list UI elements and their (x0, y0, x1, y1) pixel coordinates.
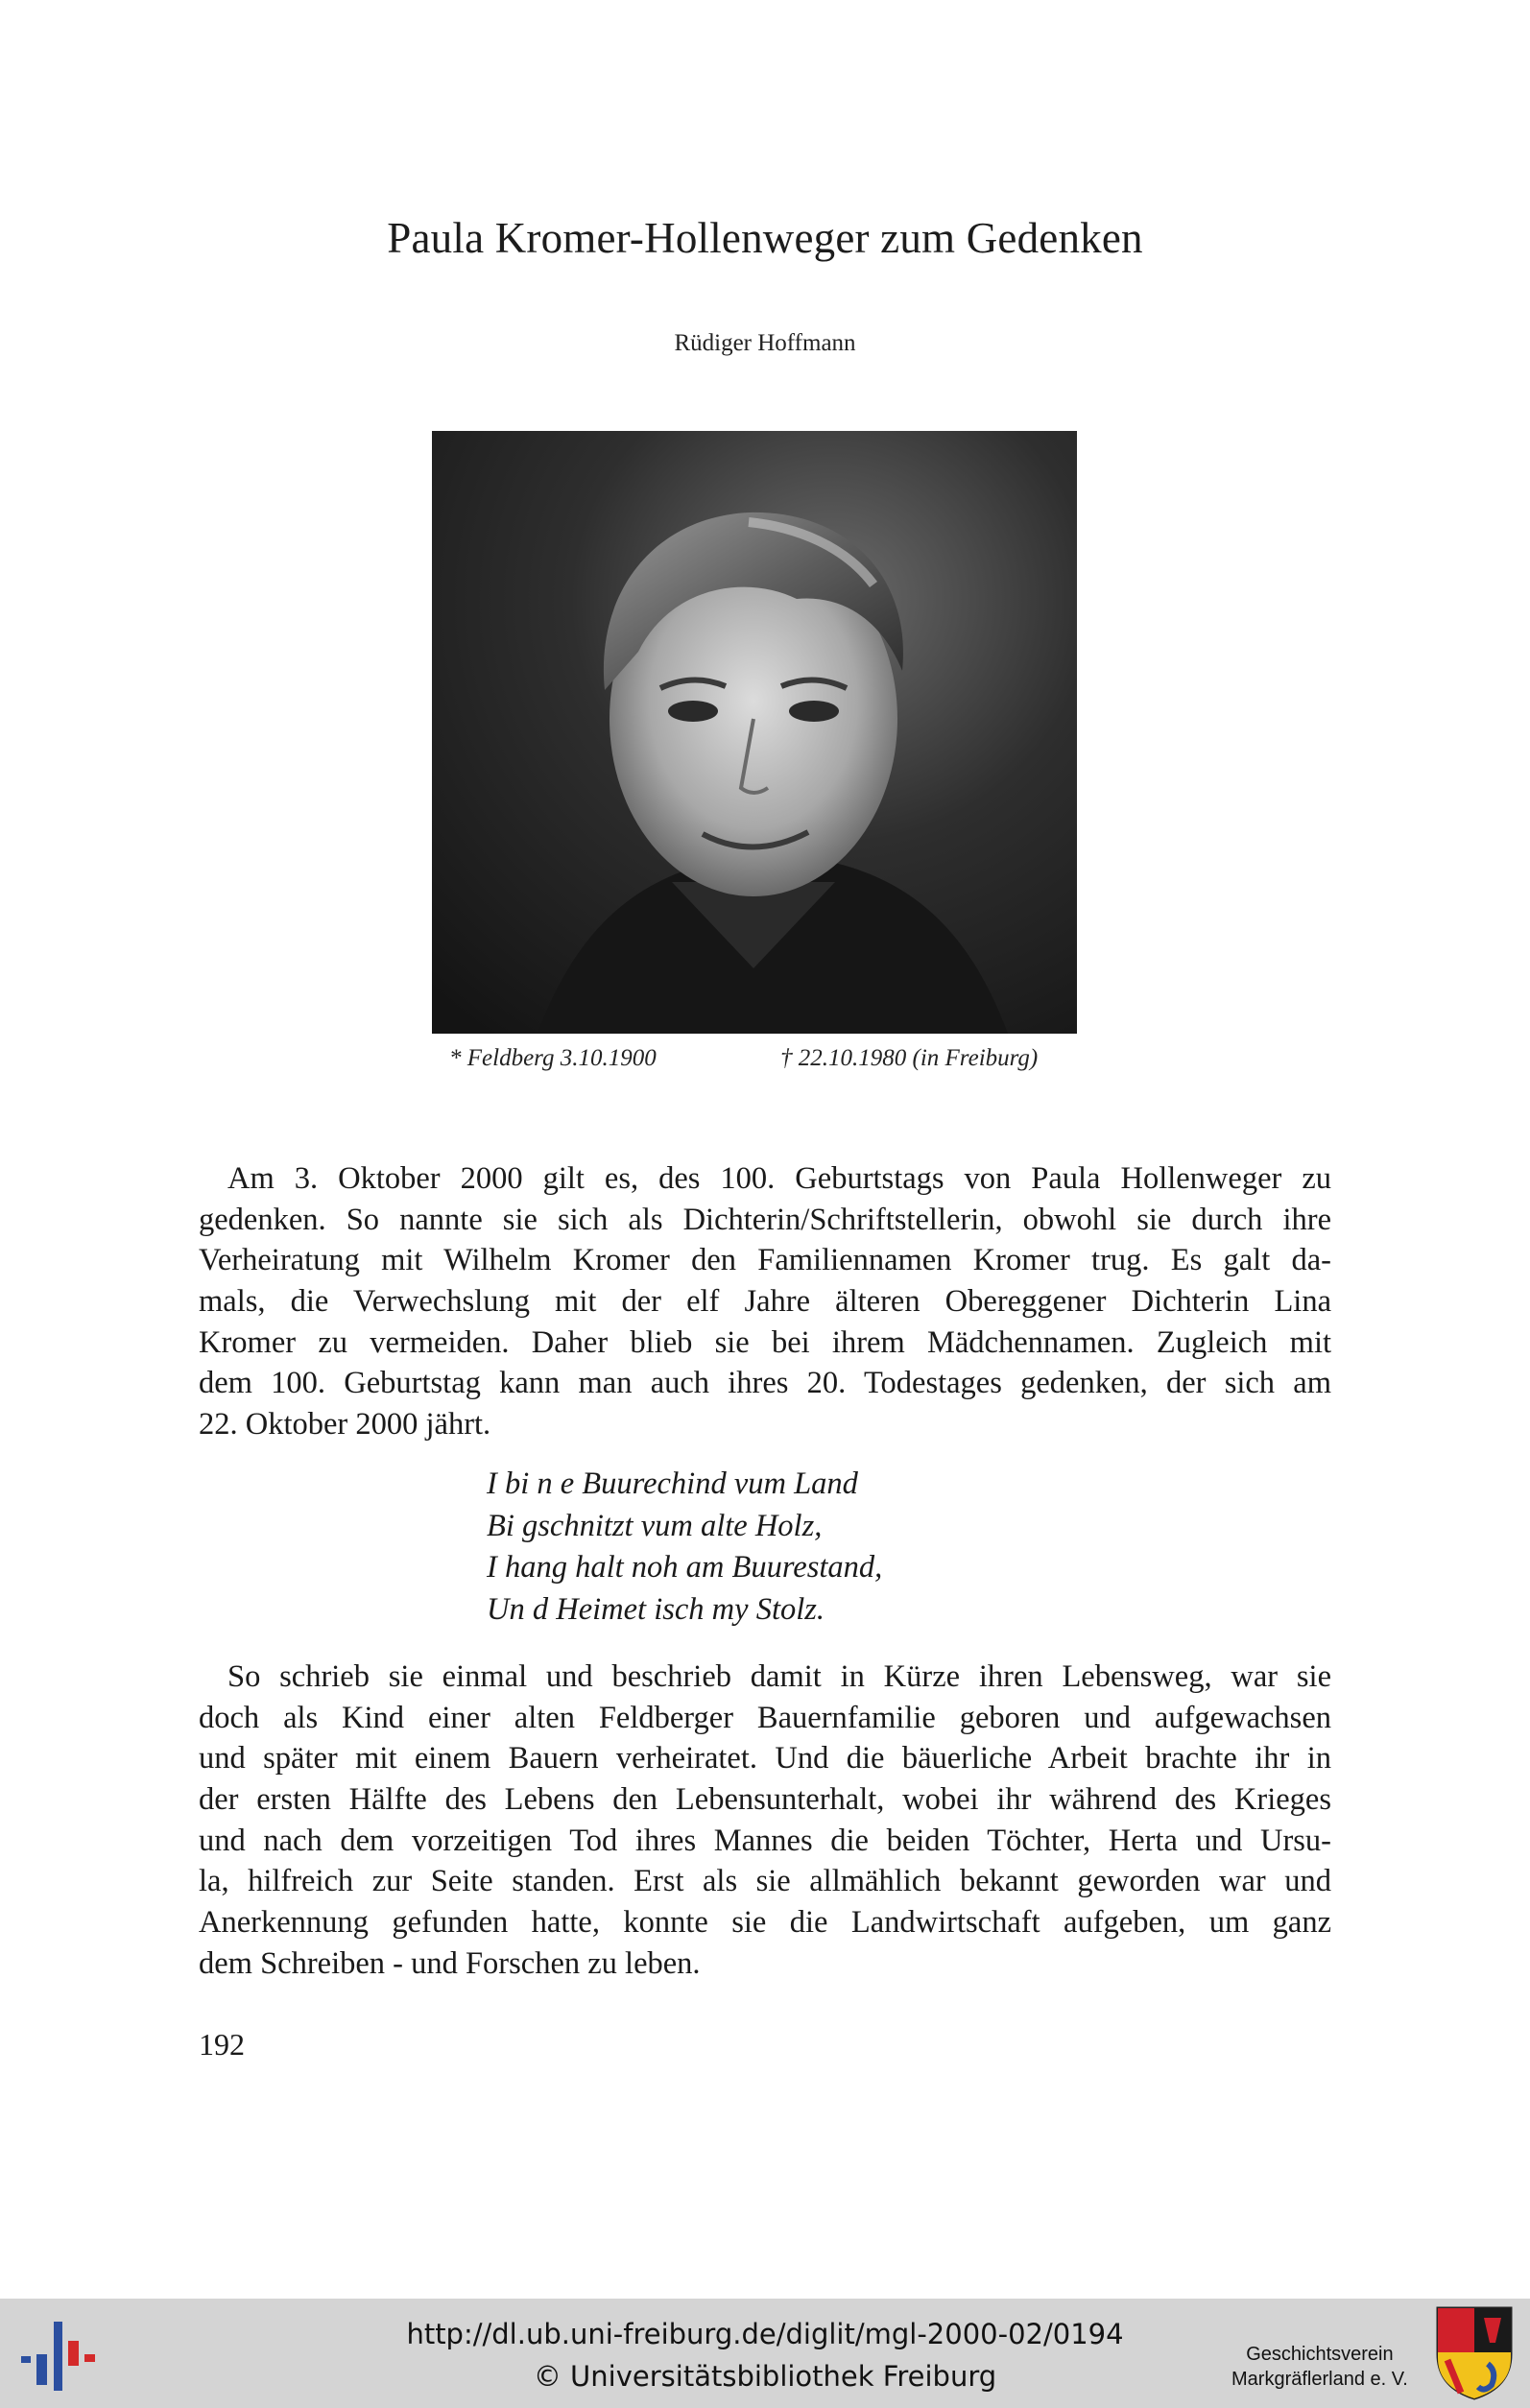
text-line: la, hilfreich zur Seite standen. Erst als sie allmählich bekannt geworden war und (199, 1864, 1331, 1899)
photo-caption-birth: * Feldberg 3.10.1900 (449, 1045, 657, 1071)
text-line: mals, die Verwechslung mit der elf Jahre älteren Obereggener Dichterin Lina (199, 1284, 1331, 1320)
portrait-photo (432, 431, 1077, 1034)
page-number: 192 (199, 2027, 245, 2062)
text-line: Kromer zu vermeiden. Daher blieb sie bei ihrem Mädchennamen. Zugleich mit (199, 1324, 1331, 1360)
society-name-line: Markgräflerland e. V. (1231, 2369, 1408, 2390)
text-line: dem 100. Geburtstag kann man auch ihres 20. Todestages gedenken, der sich am (199, 1366, 1331, 1401)
text-line: So schrieb sie einmal und beschrieb damit in Kürze ihren Lebensweg, war sie (227, 1659, 1331, 1694)
society-name (1231, 2342, 1408, 2392)
society-name-line: Geschichtsverein (1246, 2344, 1394, 2365)
article-title: Paula Kromer-Hollenweger zum Gedenken (387, 214, 1143, 262)
poem-stanza (487, 1464, 882, 1631)
copyright-notice: © Universitätsbibliothek Freiburg (533, 2360, 997, 2393)
text-line: gedenken. So nannte sie sich als Dichterin/Schriftstellerin, obwohl sie durch ihre (199, 1202, 1331, 1237)
text-line: Anerkennung gefunden hatte, konnte sie die Landwirtschaft aufgeben, um ganz (199, 1905, 1331, 1941)
poem-line: I bi n e Buurechind vum Land (487, 1466, 858, 1501)
text-line: Verheiratung mit Wilhelm Kromer den Familiennamen Kromer trug. Es galt da- (199, 1243, 1331, 1278)
paragraph-life (199, 1657, 1331, 1985)
photo-caption-death: † 22.10.1980 (in Freiburg) (780, 1045, 1039, 1071)
portrait-image (432, 431, 1077, 1034)
coat-of-arms-icon[interactable] (1434, 2304, 1515, 2400)
text-line: Am 3. Oktober 2000 gilt es, des 100. Geburtstags von Paula Hollenweger zu (227, 1161, 1331, 1196)
footer-bar (0, 2299, 1530, 2408)
poem-line: Un d Heimet isch my Stolz. (487, 1591, 825, 1627)
text-line: 22. Oktober 2000 jährt. (199, 1407, 491, 1442)
poem-line: I hang halt noh am Buurestand, (487, 1550, 883, 1585)
article-author: Rüdiger Hoffmann (674, 330, 856, 356)
text-line: doch als Kind einer alten Feldberger Bauernfamilie geboren und aufgewachsen (199, 1700, 1331, 1735)
text-line: dem Schreiben - und Forschen zu leben. (199, 1945, 701, 1981)
paragraph-intro (199, 1158, 1331, 1445)
text-line: der ersten Hälfte des Lebens den Lebensunterhalt, wobei ihr während des Krieges (199, 1782, 1331, 1818)
text-line: und später mit einem Bauern verheiratet. Und die bäuerliche Arbeit brachte ihr in (199, 1741, 1331, 1776)
poem-line: Bi gschnitzt vum alte Holz, (487, 1508, 823, 1543)
document-url-link[interactable]: http://dl.ub.uni-freiburg.de/diglit/mgl-2000-02/0194 (406, 2318, 1124, 2350)
text-line: und nach dem vorzeitigen Tod ihres Mannes die beiden Töchter, Herta und Ursu- (199, 1823, 1331, 1858)
